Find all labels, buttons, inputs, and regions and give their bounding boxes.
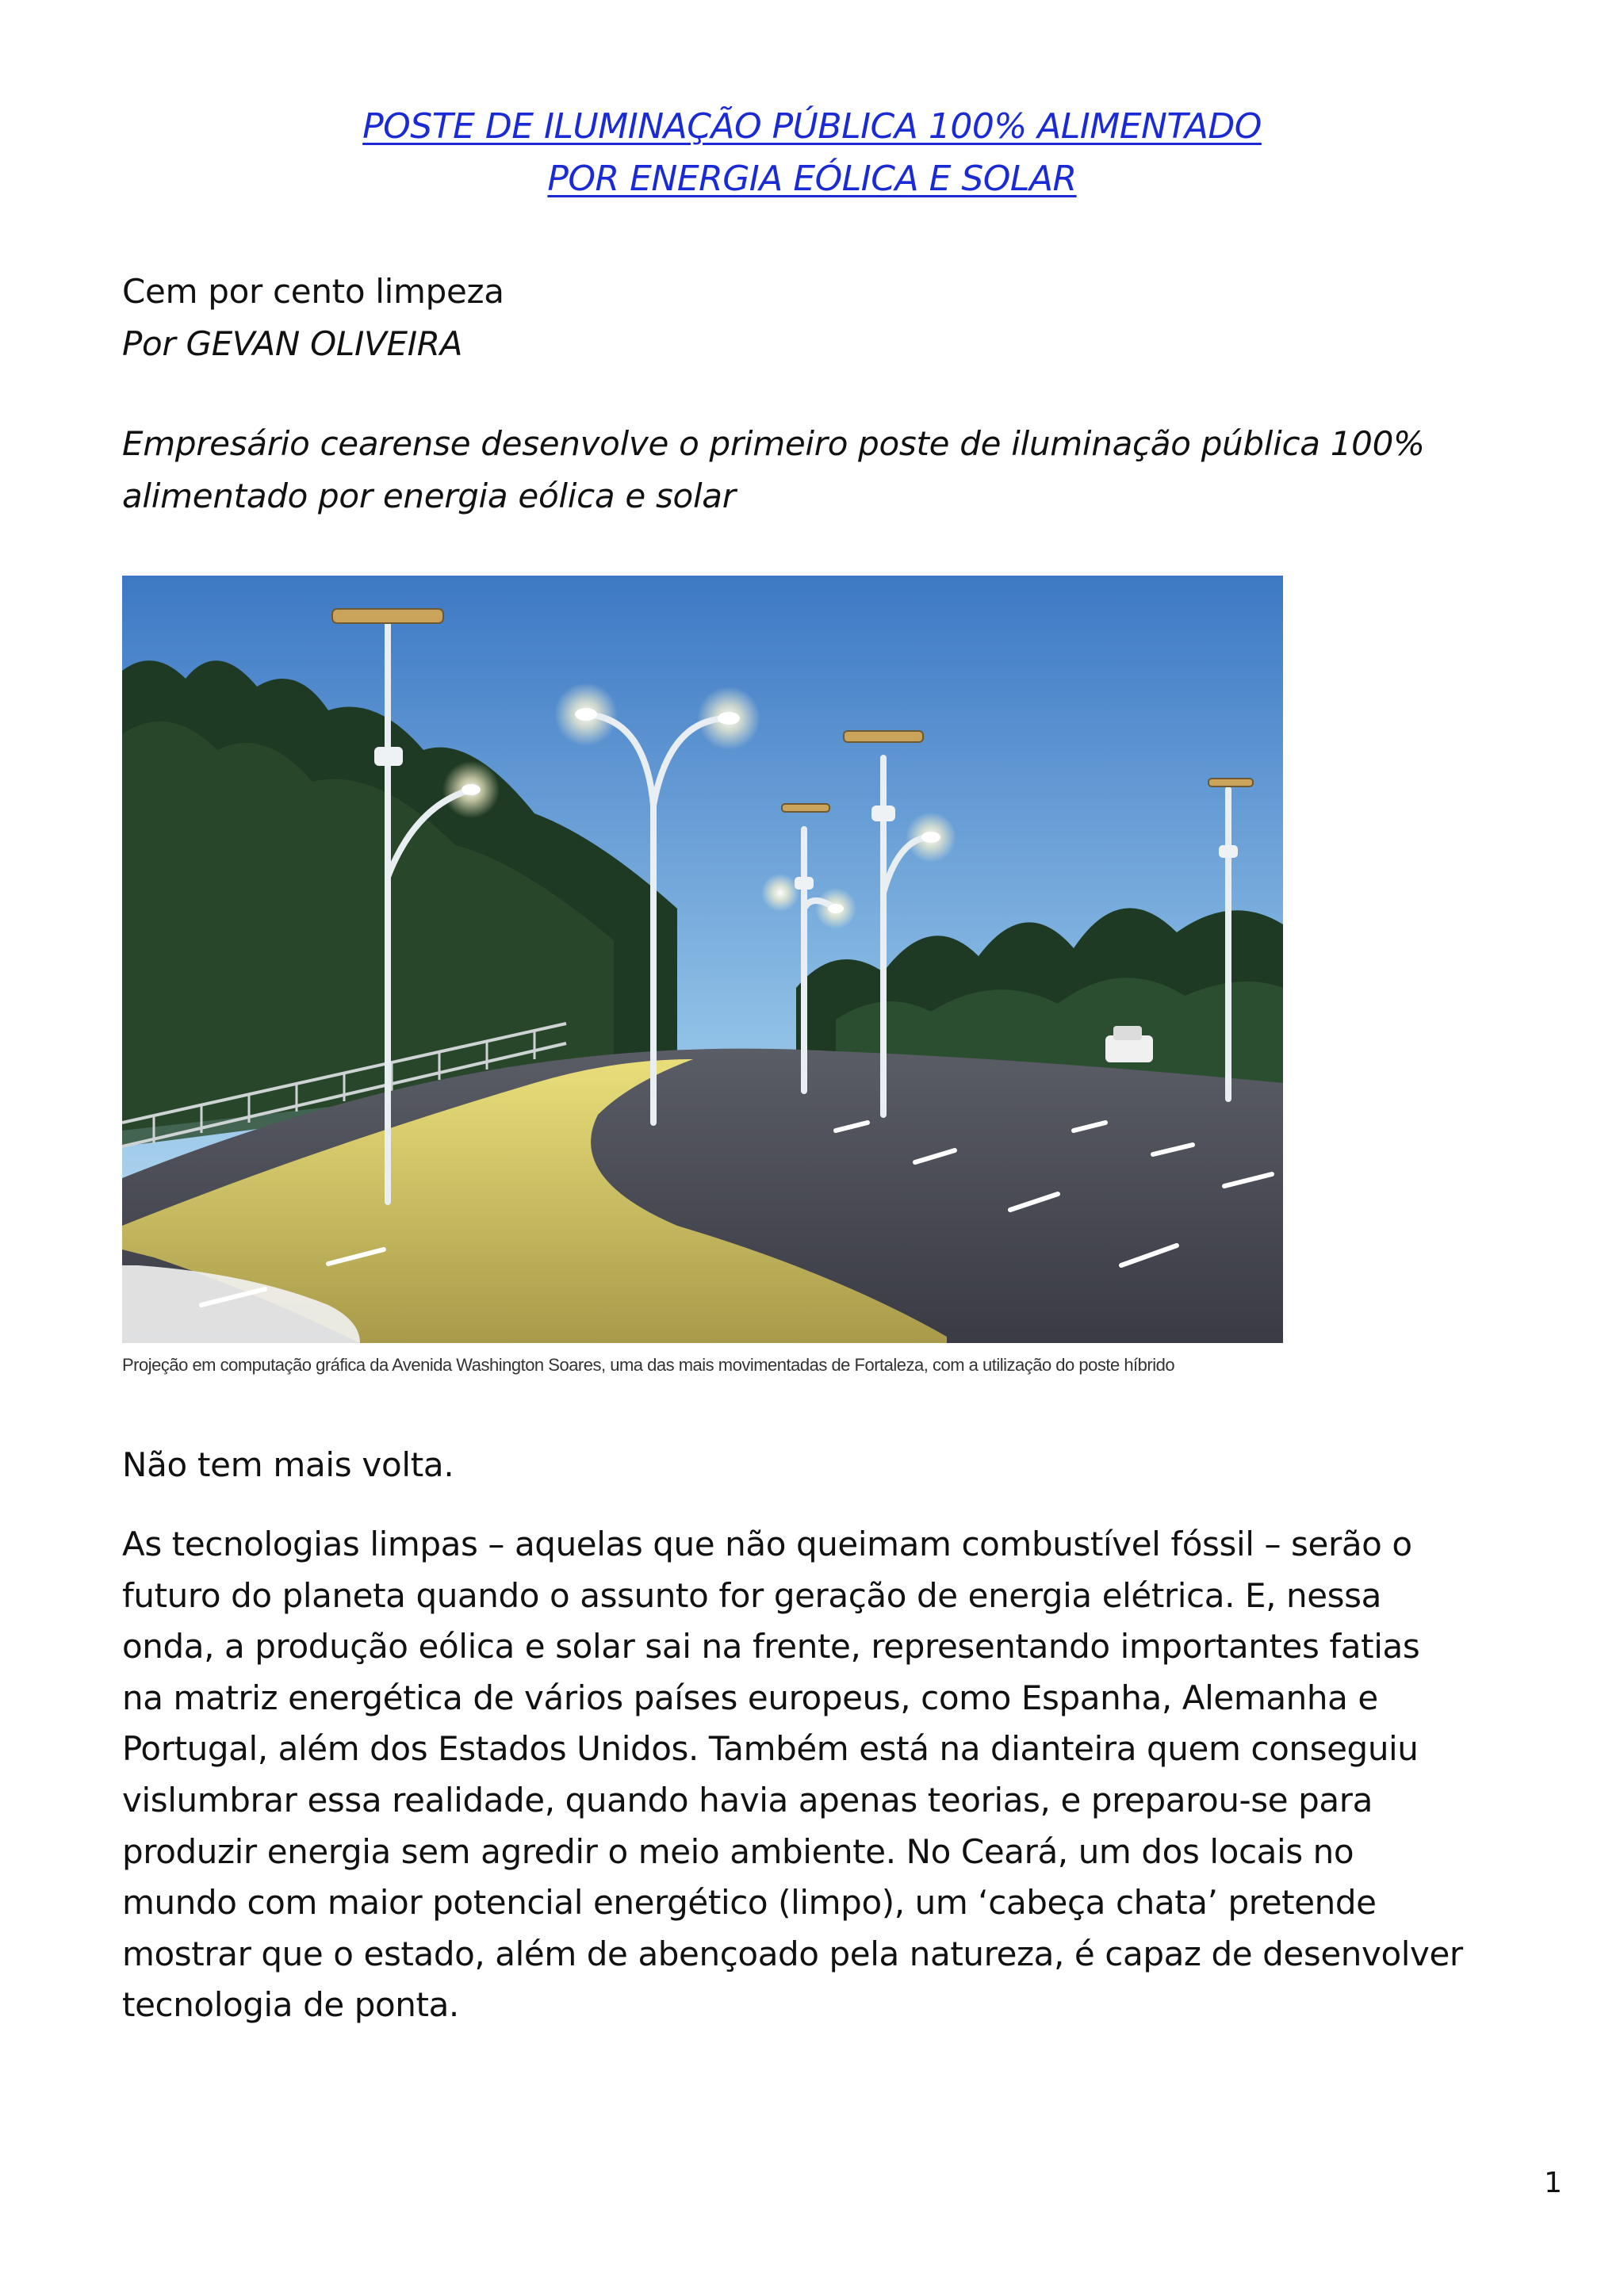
street-light-photo [122, 576, 1283, 1343]
page-number: 1 [1544, 2167, 1562, 2199]
intro-sentence: Não tem mais volta. [122, 1445, 454, 1484]
body-line: produzir energia sem agredir o meio ambiente. No Ceará, um dos locais no [122, 1831, 1354, 1871]
document-title-line-2: POR ENERGIA EÓLICA E SOLAR [547, 159, 1077, 199]
body-line: futuro do planeta quando o assunto for geração de energia elétrica. E, nessa [122, 1575, 1381, 1615]
body-line: onda, a produção eólica e solar sai na frente, representando importantes fatias [122, 1627, 1420, 1667]
byline: Por GEVAN OLIVEIRA [122, 324, 463, 363]
body-line: Portugal, além dos Estados Unidos. Também está na dianteira quem conseguiu [122, 1729, 1419, 1769]
subheading: Cem por cento limpeza [122, 272, 504, 311]
body-paragraph [122, 1519, 1542, 2031]
body-line: As tecnologias limpas – aquelas que não queimam combustível fóssil – serão o [122, 1525, 1412, 1563]
photo-caption: Projeção em computação gráfica da Avenida Washington Soares, uma das mais movimentadas de Fortaleza, com a utilização do poste híbrido [122, 1355, 1175, 1375]
body-line: vislumbrar essa realidade, quando havia apenas teorias, e preparou-se para [122, 1780, 1373, 1820]
body-line: mostrar que o estado, além de abençoado pela natureza, é capaz de desenvolver [122, 1934, 1463, 1973]
lead-line-1: Empresário cearense desenvolve o primeiro poste de iluminação pública 100% [122, 424, 1425, 463]
body-line: na matriz energética de vários países europeus, como Espanha, Alemanha e [122, 1678, 1378, 1717]
body-line: mundo com maior potencial energético (limpo), um ‘cabeça chata’ pretende [122, 1883, 1377, 1923]
document-title-line-1: POSTE DE ILUMINAÇÃO PÚBLICA 100% ALIMENTADO [362, 106, 1262, 147]
body-line: tecnologia de ponta. [122, 1985, 459, 2025]
lead-line-2: alimentado por energia eólica e solar [122, 476, 736, 515]
